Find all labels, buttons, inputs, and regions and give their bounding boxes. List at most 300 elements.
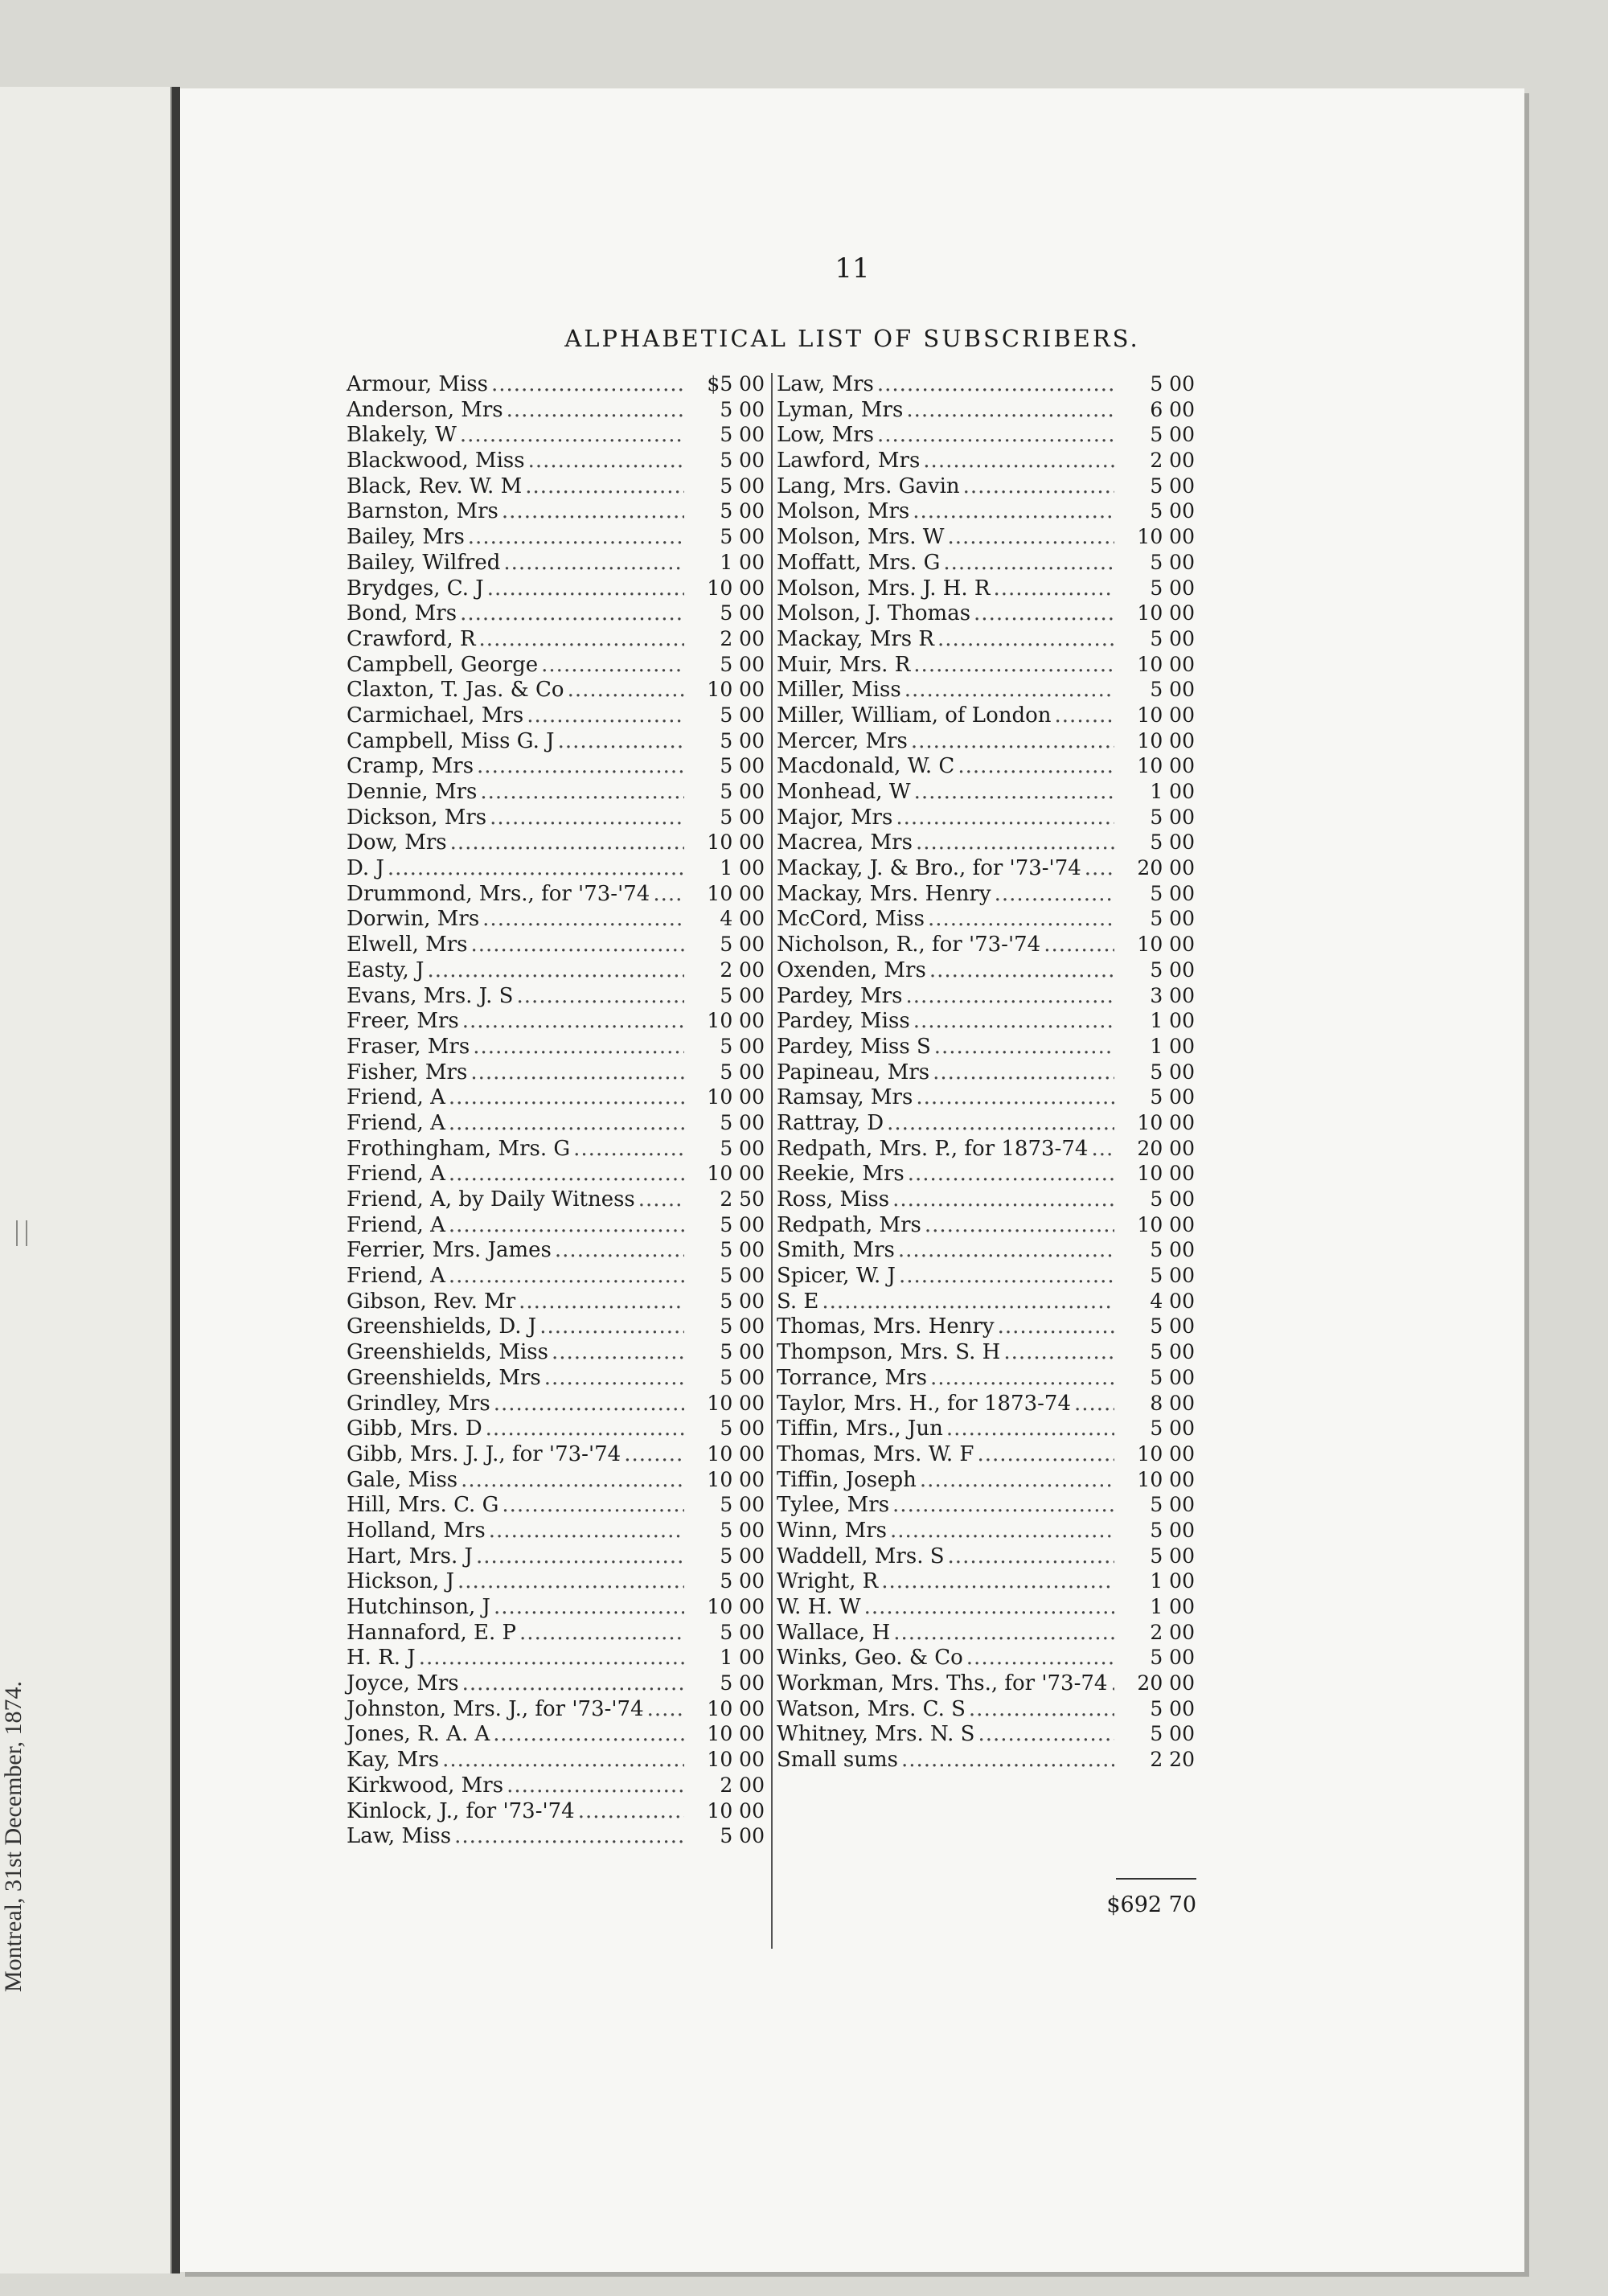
subscriber-row xyxy=(777,1518,1195,1544)
leader-dots xyxy=(913,653,1114,679)
leader-dots xyxy=(647,1697,684,1723)
subscriber-name: Molson, Mrs. J. H. R xyxy=(777,576,991,601)
subscriber-name: Anderson, Mrs xyxy=(347,397,503,422)
subscription-amount: 6 00 xyxy=(1150,397,1195,421)
leader-dots xyxy=(457,1569,684,1595)
subscriber-name: Blackwood, Miss xyxy=(347,449,525,474)
subscriber-name: Torrance, Mrs xyxy=(777,1365,927,1390)
leader-dots xyxy=(928,907,1114,933)
subscription-amount: 5 00 xyxy=(720,1212,765,1236)
leader-dots xyxy=(958,754,1114,780)
subscription-amount: 5 00 xyxy=(1150,805,1195,829)
leader-dots xyxy=(568,678,684,703)
subscriber-name: Hill, Mrs. C. G xyxy=(347,1493,499,1518)
leader-dots xyxy=(388,856,684,882)
leader-dots xyxy=(923,449,1114,474)
subscriber-name: Friend, A xyxy=(347,1085,445,1110)
leader-dots xyxy=(916,830,1114,856)
leader-dots xyxy=(906,398,1114,424)
subscriber-name: Friend, A, by Daily Witness xyxy=(347,1187,635,1212)
subscription-amount: 4 00 xyxy=(720,907,765,931)
subscriber-name: Monhead, W xyxy=(777,780,911,804)
subscriber-row xyxy=(347,805,765,830)
leader-dots xyxy=(552,1340,684,1366)
subscriber-name: Rattray, D xyxy=(777,1110,884,1135)
subscriber-name: Molson, Mrs xyxy=(777,499,910,524)
leader-dots xyxy=(864,1595,1114,1621)
subscriber-row xyxy=(347,830,765,855)
subscription-amount: 1 00 xyxy=(1150,780,1195,803)
subscriber-row xyxy=(347,703,765,728)
subscription-amount: 2 00 xyxy=(1150,449,1195,473)
subscription-amount: 5 00 xyxy=(1150,1340,1195,1364)
leader-dots xyxy=(491,372,684,398)
subscriber-name: Mackay, Mrs R xyxy=(777,626,934,651)
subscriber-name: Gibson, Rev. Mr xyxy=(347,1289,516,1314)
subscriber-name: Kirkwood, Mrs xyxy=(347,1773,504,1798)
subscription-amount: 10 00 xyxy=(1137,601,1195,625)
subscription-amount: 1 00 xyxy=(720,856,765,880)
subscriber-name: Law, Mrs xyxy=(777,372,874,396)
leader-dots xyxy=(905,984,1114,1010)
subscriber-name: Hart, Mrs. J xyxy=(347,1544,473,1568)
subscription-amount: 10 00 xyxy=(707,1722,765,1746)
leader-dots xyxy=(877,372,1114,398)
leader-dots xyxy=(494,1595,684,1621)
subscriber-name: Mackay, J. & Bro., for '73-'74 xyxy=(777,856,1081,881)
subscriber-row xyxy=(347,422,765,448)
subscriber-row xyxy=(347,601,765,626)
subscription-amount: 10 00 xyxy=(707,1595,765,1618)
subscriber-name: Dennie, Mrs xyxy=(347,780,478,804)
leader-dots xyxy=(476,1544,684,1570)
subscription-amount: 2 00 xyxy=(720,957,765,982)
facing-page-mark xyxy=(16,1220,27,1246)
binding-gutter xyxy=(172,87,180,2273)
subscription-amount: 5 00 xyxy=(720,1620,765,1644)
subscriber-row xyxy=(347,397,765,423)
leader-dots xyxy=(948,1544,1114,1570)
subscription-amount: 5 00 xyxy=(1150,1417,1195,1441)
subscriber-name: Gale, Miss xyxy=(347,1467,458,1492)
subscription-amount: 5 00 xyxy=(720,754,765,778)
subscriber-name: Taylor, Mrs. H., for 1873-74 xyxy=(777,1391,1071,1416)
subscriber-row xyxy=(777,1008,1195,1034)
subscriber-row xyxy=(777,1645,1195,1671)
subscriber-name: Tiffin, Mrs., Jun xyxy=(777,1417,943,1441)
subscription-amount: 5 00 xyxy=(720,780,765,803)
subscription-amount: 8 00 xyxy=(1150,1391,1195,1415)
leader-dots xyxy=(555,1238,684,1264)
leader-dots xyxy=(479,627,684,653)
subscription-amount: 10 00 xyxy=(707,1085,765,1109)
subscription-amount: 5 00 xyxy=(1150,499,1195,523)
subscriber-row xyxy=(347,753,765,779)
leader-dots xyxy=(901,1748,1114,1773)
subscriber-row xyxy=(347,1263,765,1289)
subscription-amount: 20 00 xyxy=(1137,856,1195,880)
subscription-amount: 5 00 xyxy=(720,474,765,498)
subscriber-row xyxy=(347,626,765,652)
subscriber-row xyxy=(777,1237,1195,1263)
subscription-amount: 10 00 xyxy=(707,1748,765,1772)
subscription-amount: 5 00 xyxy=(720,652,765,676)
subscription-amount: 10 00 xyxy=(1137,1110,1195,1134)
subscriber-row xyxy=(347,932,765,957)
subscription-amount: 5 00 xyxy=(1150,1314,1195,1339)
subscriber-name: D. J xyxy=(347,856,384,881)
subscription-amount: 5 00 xyxy=(1150,1544,1195,1568)
subscription-amount: $5 00 xyxy=(707,372,765,396)
subscription-amount: 5 00 xyxy=(720,601,765,625)
subscription-amount: 1 00 xyxy=(1150,1569,1195,1593)
leader-dots xyxy=(887,1111,1114,1137)
subscriber-row xyxy=(777,983,1195,1009)
subscriber-name: Watson, Mrs. C. S xyxy=(777,1696,966,1721)
subscription-amount: 5 00 xyxy=(720,703,765,727)
subscriber-row xyxy=(777,1441,1195,1467)
subscription-amount: 10 00 xyxy=(1137,652,1195,676)
subscription-amount: 5 00 xyxy=(1150,830,1195,855)
leader-dots xyxy=(519,1621,684,1646)
subscriber-name: Bond, Mrs xyxy=(347,601,457,626)
subscriber-row xyxy=(777,1289,1195,1314)
subscriber-name: Claxton, T. Jas. & Co xyxy=(347,678,564,703)
leader-dots xyxy=(493,1722,684,1748)
leader-dots xyxy=(494,1392,684,1417)
leader-dots xyxy=(541,653,684,679)
subscription-amount: 1 00 xyxy=(720,550,765,574)
subscriber-row xyxy=(347,1136,765,1162)
subscription-amount: 5 00 xyxy=(720,1569,765,1593)
subscription-amount: 5 00 xyxy=(720,397,765,421)
subscriber-row xyxy=(777,1187,1195,1212)
leader-dots xyxy=(573,1137,684,1162)
leader-dots xyxy=(653,882,684,908)
leader-dots xyxy=(482,907,684,933)
leader-dots xyxy=(904,678,1114,703)
subscription-amount: 5 00 xyxy=(720,933,765,957)
leader-dots xyxy=(427,958,684,984)
subscription-amount: 10 00 xyxy=(1137,754,1195,778)
subscriber-name: Tiffin, Joseph xyxy=(777,1467,917,1492)
subscriber-name: Black, Rev. W. M xyxy=(347,474,523,498)
subscription-amount: 1 00 xyxy=(1150,1034,1195,1058)
subscription-amount: 5 00 xyxy=(1150,372,1195,396)
subscriber-row xyxy=(347,1798,765,1824)
subscription-amount: 5 00 xyxy=(1150,1646,1195,1670)
subscriber-row xyxy=(777,1568,1195,1594)
leader-dots xyxy=(487,576,684,602)
leader-dots xyxy=(974,601,1114,627)
leader-dots xyxy=(994,576,1115,602)
subscriber-row xyxy=(347,1492,765,1518)
subscriber-name: Dorwin, Mrs xyxy=(347,907,480,932)
subscriber-row xyxy=(777,524,1195,550)
subscriber-name: Oxenden, Mrs xyxy=(777,957,926,982)
subscription-amount: 10 00 xyxy=(1137,1441,1195,1466)
leader-dots xyxy=(913,499,1114,525)
subscriber-name: Tylee, Mrs xyxy=(777,1493,890,1518)
subscriber-row xyxy=(777,753,1195,779)
subscriber-name: Bailey, Mrs xyxy=(347,525,465,550)
subscription-amount: 2 20 xyxy=(1150,1748,1195,1772)
subscriber-name: Pardey, Miss S xyxy=(777,1034,931,1059)
facing-page-edge-text: Montreal, 31st December, 1874. xyxy=(0,1680,27,1992)
subscription-amount: 5 00 xyxy=(720,1824,765,1848)
subscriber-row xyxy=(777,1314,1195,1339)
subscriber-name: Johnston, Mrs. J., for '73-'74 xyxy=(347,1696,644,1721)
subscriber-row xyxy=(347,1110,765,1136)
subscriber-name: Low, Mrs xyxy=(777,423,875,448)
subscription-amount: 10 00 xyxy=(707,1162,765,1186)
subscriber-name: Lawford, Mrs xyxy=(777,449,921,474)
subscriber-row xyxy=(347,1289,765,1314)
subscriber-name: Freer, Mrs xyxy=(347,1009,459,1034)
subscriber-name: Smith, Mrs xyxy=(777,1238,895,1263)
leader-dots xyxy=(462,1671,684,1697)
leader-dots xyxy=(525,474,684,500)
subscriber-row xyxy=(777,1696,1195,1722)
subscription-amount: 5 00 xyxy=(1150,1060,1195,1084)
subscriber-name: Thomas, Mrs. W. F xyxy=(777,1441,974,1466)
subscription-amount: 10 00 xyxy=(707,1441,765,1466)
page-heading: ALPHABETICAL LIST OF SUBSCRIBERS. xyxy=(564,325,1140,352)
subscriber-row xyxy=(347,1161,765,1187)
subscriber-row xyxy=(347,983,765,1009)
leader-dots xyxy=(502,1493,684,1519)
subscription-amount: 10 00 xyxy=(707,1696,765,1720)
subscriber-name: Mercer, Mrs xyxy=(777,728,908,753)
leader-dots xyxy=(892,1493,1114,1519)
subscriber-row xyxy=(347,448,765,474)
subscription-amount: 5 00 xyxy=(1150,1264,1195,1288)
subscriber-name: Miller, Miss xyxy=(777,678,901,703)
subscriber-row xyxy=(347,371,765,397)
subscriber-name: W. H. W xyxy=(777,1595,861,1619)
subscription-amount: 10 00 xyxy=(1137,1162,1195,1186)
leader-dots xyxy=(449,1213,684,1239)
subscriber-name: Carmichael, Mrs xyxy=(347,703,524,728)
subscriber-row xyxy=(777,1161,1195,1187)
subscriber-row xyxy=(777,576,1195,601)
subscriber-row xyxy=(347,1620,765,1646)
subscription-amount: 5 00 xyxy=(720,1238,765,1262)
subscription-amount: 1 00 xyxy=(1150,1595,1195,1618)
subscriber-row xyxy=(777,1747,1195,1773)
leader-dots xyxy=(449,1111,684,1137)
subscriber-name: Wright, R xyxy=(777,1569,879,1594)
subscriber-row xyxy=(777,474,1195,499)
subscription-amount: 5 00 xyxy=(720,983,765,1007)
subscriber-name: Easty, J xyxy=(347,957,425,982)
subscription-amount: 10 00 xyxy=(707,1467,765,1491)
leader-dots xyxy=(477,754,684,780)
subscriber-row xyxy=(347,1696,765,1722)
subscriber-row xyxy=(347,1060,765,1085)
subscription-amount: 10 00 xyxy=(1137,933,1195,957)
leader-dots xyxy=(489,1519,684,1544)
subscriber-name: Fraser, Mrs xyxy=(347,1034,470,1059)
leader-dots xyxy=(933,1060,1114,1086)
leader-dots xyxy=(468,525,684,551)
subscriber-row xyxy=(347,474,765,499)
subscription-amount: 5 00 xyxy=(720,499,765,523)
subscriber-name: Lyman, Mrs xyxy=(777,397,904,422)
subscriber-name: Frothingham, Mrs. G xyxy=(347,1136,571,1161)
subscriber-row xyxy=(777,906,1195,932)
subscriber-name: Ferrier, Mrs. James xyxy=(347,1238,552,1263)
leader-dots xyxy=(899,1264,1114,1289)
leader-dots xyxy=(461,1468,684,1494)
subscriber-row xyxy=(347,1416,765,1441)
subscription-amount: 5 00 xyxy=(1150,1696,1195,1720)
subscription-amount: 5 00 xyxy=(720,1518,765,1542)
subscription-amount: 5 00 xyxy=(720,525,765,549)
subscriber-row xyxy=(777,626,1195,652)
subscriber-name: Friend, A xyxy=(347,1110,445,1135)
subscription-amount: 10 00 xyxy=(1137,728,1195,752)
subscription-amount: 5 00 xyxy=(720,1034,765,1058)
subscription-amount: 10 00 xyxy=(1137,703,1195,727)
subscriber-name: Greenshields, D. J xyxy=(347,1314,537,1339)
subscriber-name: Blakely, W xyxy=(347,423,457,448)
subscriber-row xyxy=(347,677,765,703)
subscriber-name: Miller, William, of London xyxy=(777,703,1052,728)
subscriber-name: Dow, Mrs xyxy=(347,830,447,855)
subscriber-name: Holland, Mrs xyxy=(347,1518,486,1543)
leader-dots xyxy=(925,1213,1114,1239)
subscriber-name: S. E xyxy=(777,1289,819,1314)
leader-dots xyxy=(528,449,684,474)
leader-dots xyxy=(507,1773,684,1799)
leader-dots xyxy=(977,1442,1114,1468)
leader-dots xyxy=(896,806,1114,831)
subscription-amount: 5 00 xyxy=(720,1110,765,1134)
subscriber-row xyxy=(347,1645,765,1671)
subscriber-row xyxy=(347,524,765,550)
subscriber-row xyxy=(777,652,1195,678)
subscriber-row xyxy=(777,855,1195,881)
subscriber-name: Thomas, Mrs. Henry xyxy=(777,1314,995,1339)
leader-dots xyxy=(449,1162,684,1187)
subscriber-name: Campbell, Miss G. J xyxy=(347,728,555,753)
subscriber-row xyxy=(777,1721,1195,1747)
subscriber-row xyxy=(347,906,765,932)
page-number: 11 xyxy=(835,252,870,285)
leader-dots xyxy=(527,703,684,729)
subscriber-name: Papineau, Mrs xyxy=(777,1060,930,1084)
subscriber-name: McCord, Miss xyxy=(777,907,925,932)
subscriber-row xyxy=(347,1594,765,1620)
subscriber-row xyxy=(777,550,1195,576)
leader-dots xyxy=(503,551,684,576)
leader-dots xyxy=(460,601,684,627)
subscriber-row xyxy=(347,498,765,524)
leader-dots xyxy=(892,1187,1114,1213)
leader-dots xyxy=(963,474,1114,500)
subscriber-name: Pardey, Mrs xyxy=(777,983,903,1008)
subscriber-name: Greenshields, Miss xyxy=(347,1340,548,1365)
subscription-amount: 5 00 xyxy=(1150,1722,1195,1746)
subscriber-name: Waddell, Mrs. S xyxy=(777,1544,945,1568)
subscription-amount: 5 00 xyxy=(1150,423,1195,447)
leader-dots xyxy=(877,423,1114,449)
leader-dots xyxy=(624,1442,684,1468)
subscriber-row xyxy=(777,1492,1195,1518)
subscriber-name: Small sums xyxy=(777,1748,898,1773)
subscriber-name: Hannaford, E. P xyxy=(347,1620,517,1645)
subscription-amount: 5 00 xyxy=(720,1314,765,1339)
subscription-amount: 5 00 xyxy=(720,1264,765,1288)
subscription-amount: 10 00 xyxy=(707,678,765,702)
subscriber-name: Fisher, Mrs xyxy=(347,1060,468,1084)
subscription-amount: 5 00 xyxy=(720,1136,765,1160)
subscription-amount: 5 00 xyxy=(720,1493,765,1517)
subscriber-name: Major, Mrs xyxy=(777,805,893,830)
subscriber-row xyxy=(777,779,1195,805)
leader-dots xyxy=(519,1289,684,1315)
leader-dots xyxy=(1074,1392,1114,1417)
subscriber-row xyxy=(347,1721,765,1747)
leader-dots xyxy=(893,1621,1114,1646)
subscriber-row xyxy=(347,1314,765,1339)
subscriber-row xyxy=(347,1339,765,1365)
leader-dots xyxy=(914,780,1114,806)
subscriber-name: Crawford, R xyxy=(347,626,476,651)
subscriber-row xyxy=(347,1084,765,1110)
subscriber-row xyxy=(347,957,765,983)
subscription-amount: 5 00 xyxy=(1150,474,1195,498)
subscriber-row xyxy=(347,550,765,576)
subscriber-name: Brydges, C. J xyxy=(347,576,484,601)
subscriber-name: Nicholson, R., for '73-'74 xyxy=(777,933,1041,957)
subscriber-name: Molson, Mrs. W xyxy=(777,525,945,550)
leader-dots xyxy=(916,1085,1114,1111)
subscription-amount: 5 00 xyxy=(1150,1493,1195,1517)
subscriber-row xyxy=(777,422,1195,448)
subscriber-row xyxy=(777,601,1195,626)
subscription-amount: 1 00 xyxy=(1150,1009,1195,1033)
subscriber-row xyxy=(777,1212,1195,1238)
subscriber-name: Macdonald, W. C xyxy=(777,754,955,779)
subscriber-row xyxy=(347,1441,765,1467)
subscriber-row xyxy=(777,830,1195,855)
leader-dots xyxy=(449,1264,684,1289)
subscription-amount: 10 00 xyxy=(707,1009,765,1033)
subscription-amount: 10 00 xyxy=(707,1798,765,1822)
subscriber-row xyxy=(347,728,765,754)
subscriber-row xyxy=(777,805,1195,830)
subscriber-row xyxy=(777,397,1195,423)
subscriber-name: Reekie, Mrs xyxy=(777,1162,904,1187)
subscriber-name: Jones, R. A. A xyxy=(347,1722,490,1747)
subscriber-name: Molson, J. Thomas xyxy=(777,601,971,626)
leader-dots xyxy=(946,1417,1114,1442)
leader-dots xyxy=(911,729,1114,755)
subscriber-name: Bailey, Wilfred xyxy=(347,550,501,575)
subscriber-row xyxy=(347,1544,765,1569)
subscription-amount: 10 00 xyxy=(707,830,765,855)
leader-dots xyxy=(1110,1671,1114,1697)
leader-dots xyxy=(1091,1137,1114,1162)
subscribers-right-column xyxy=(777,371,1388,1773)
subscriber-name: Hickson, J xyxy=(347,1569,454,1594)
leader-dots xyxy=(920,1468,1114,1494)
subscriber-name: Whitney, Mrs. N. S xyxy=(777,1722,975,1747)
subscriber-name: Drummond, Mrs., for '73-'74 xyxy=(347,881,650,906)
leader-dots xyxy=(470,1060,684,1086)
